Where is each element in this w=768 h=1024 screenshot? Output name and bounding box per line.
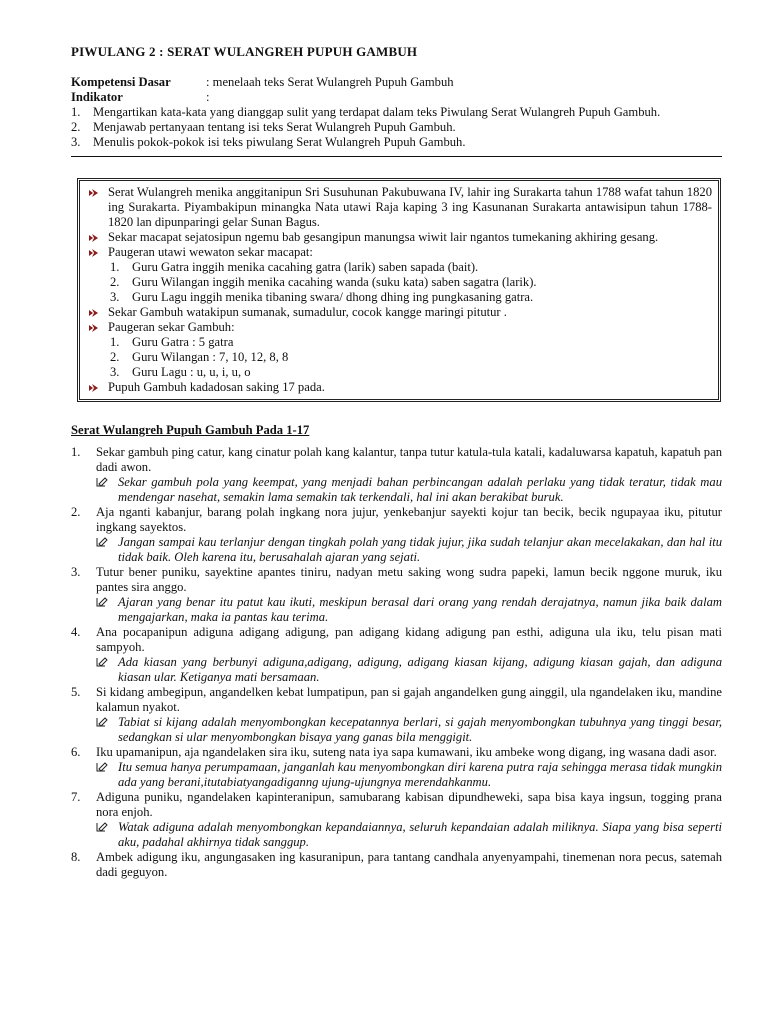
ornament-bullet-icon — [88, 380, 108, 395]
verse-translation — [96, 655, 722, 685]
indicator-item — [71, 105, 722, 120]
translation-text: Sekar gambuh pola yang keempat, yang menjadi bahan perbincangan adalah perlaku yang tidak teratur, tidak mau mendengar nasehat, semakin lama semakin tak terkendali, hal ini akan berakibat buruk. — [118, 475, 722, 504]
box-text: Paugeran sekar Gambuh: — [108, 320, 235, 334]
subitem-text: Guru Lagu : u, u, i, u, o — [132, 365, 251, 379]
verse-number: 7. — [71, 790, 81, 804]
verse-translation — [96, 595, 722, 625]
verse-number: 8. — [71, 850, 81, 864]
subitem-number: 2. — [110, 275, 120, 289]
box-subitem — [88, 350, 712, 365]
verse-text: Tutur bener puniku, sayektine apantes tiniru, nadyan metu saking wong sudra papeki, lamun becik nggone muruk, iku pantes sira anggo. — [96, 565, 722, 594]
box-subitem — [88, 335, 712, 350]
verse-text: Sekar gambuh ping catur, kang cinatur polah kang kalantur, tanpa tutur katula-tula katali, kadaluwarsa kapatuh, kapatuh pan dadi awon. — [96, 445, 722, 474]
indicator-number: 2. — [71, 120, 81, 134]
ornament-bullet-icon — [88, 230, 108, 245]
box-subitem — [88, 365, 712, 380]
summary-box — [77, 178, 721, 402]
box-subitem — [88, 290, 712, 305]
indicator-list — [71, 105, 722, 150]
verse-translation — [96, 820, 722, 850]
translation-text: Jangan sampai kau terlanjur dengan tingkah polah yang tidak jujur, jika sudah telanjur akan mecelakakan, dan hal itu tidak baik. Oleh karena itu, berusahalah ajaran yang sejati. — [118, 535, 722, 564]
pen-note-icon — [96, 475, 118, 505]
verse-item — [71, 505, 722, 565]
box-paragraph — [88, 380, 712, 395]
indicator-item — [71, 120, 722, 135]
kompetensi-row — [71, 75, 722, 90]
verse-text: Si kidang ambegipun, angandelken kebat lumpatipun, pan si gajah angandelken gung ainggil, ula ngandelaken iku, mandine kalamun nyakot. — [96, 685, 722, 714]
subitem-number: 1. — [110, 260, 120, 274]
box-paragraph — [88, 245, 712, 260]
pen-note-icon — [96, 760, 118, 790]
verse-number: 4. — [71, 625, 81, 639]
divider — [71, 156, 722, 157]
indikator-label: Indikator — [71, 90, 123, 104]
page-title: PIWULANG 2 : SERAT WULANGREH PUPUH GAMBUH — [71, 44, 418, 59]
verse-text: Ambek adigung iku, angungasaken ing kasuranipun, para tantang candhala anyenyampahi, tinemenan nora pecus, satemah dadi geguyon. — [96, 850, 722, 879]
subitem-text: Guru Gatra inggih menika cacahing gatra (larik) saben sapada (bait). — [132, 260, 479, 274]
translation-text: Ada kiasan yang berbunyi adiguna,adigang, adigung, adigang kiasan kijang, adigung kiasan gajah, dan adiguna kiasan ular. Ketiganya mati bersamaan. — [118, 655, 722, 684]
verse-number: 3. — [71, 565, 81, 579]
verse-translation — [96, 715, 722, 745]
translation-text: Tabiat si kijang adalah menyombongkan kecepatannya berlari, si gajah menyombongkan tubuhnya yang tinggi besar, sedangkan si ular menyombongkan bisaya yang ganas bila menggigit. — [118, 715, 722, 744]
pen-note-icon — [96, 595, 118, 625]
box-text: Pupuh Gambuh kadadosan saking 17 pada. — [108, 380, 325, 394]
indikator-row — [71, 90, 722, 105]
kompetensi-value: : menelaah teks Serat Wulangreh Pupuh Gambuh — [206, 75, 454, 89]
box-paragraph — [88, 305, 712, 320]
verse-body — [96, 445, 722, 505]
box-subitem — [88, 275, 712, 290]
verse-number: 6. — [71, 745, 81, 759]
pen-note-icon — [96, 820, 118, 850]
verse-body — [96, 565, 722, 625]
verse-body — [96, 790, 722, 850]
subitem-text: Guru Lagu inggih menika tibaning swara/ dhong dhing ing pungkasaning gatra. — [132, 290, 534, 304]
verse-translation — [96, 760, 722, 790]
pen-note-icon — [96, 655, 118, 685]
verse-list — [71, 445, 722, 880]
box-paragraph — [88, 185, 712, 230]
verse-text: Aja nganti kabanjur, barang polah ingkang nora jujur, yenkebanjur sayekti kojur tan becik, becik ngupayaa iku, pitutur ingkang sayektos. — [96, 505, 722, 534]
verse-body — [96, 685, 722, 745]
ornament-bullet-icon — [88, 305, 108, 320]
kompetensi-label: Kompetensi Dasar — [71, 75, 171, 89]
verse-body — [96, 505, 722, 565]
box-subitem — [88, 260, 712, 275]
verse-text: Iku upamanipun, aja ngandelaken sira iku, suteng nata iya sapa kumawani, iku ambeke wong digang, ing wasana dadi asor. — [96, 745, 717, 759]
subitem-text: Guru Wilangan inggih menika cacahing wanda (suku kata) saben sagatra (larik). — [132, 275, 537, 289]
verse-text: Ana pocapanipun adiguna adigang adigung, pan adigang kidang adigung pan esthi, adiguna ula iku, telu pisan mati sampyoh. — [96, 625, 722, 654]
box-text: Sekar Gambuh watakipun sumanak, sumadulur, cocok kangge maringi pitutur . — [108, 305, 507, 319]
box-text: Sekar macapat sejatosipun ngemu bab gesangipun manungsa wiwit lair ngantos tumekaning akhiring gesang. — [108, 230, 659, 244]
ornament-bullet-icon — [88, 185, 108, 230]
subitem-number: 3. — [110, 290, 120, 304]
subitem-text: Guru Gatra : 5 gatra — [132, 335, 234, 349]
indicator-text: Menulis pokok-pokok isi teks piwulang Serat Wulangreh Pupuh Gambuh. — [93, 135, 466, 149]
indicator-text: Mengartikan kata-kata yang dianggap sulit yang terdapat dalam teks Piwulang Serat Wulangreh Pupuh Gambuh. — [93, 105, 661, 119]
verse-translation — [96, 535, 722, 565]
verse-body — [96, 745, 722, 790]
translation-text: Ajaran yang benar itu patut kau ikuti, meskipun berasal dari orang yang rendah derajatnya, namun jika baik dalam mengajarkan, maka ia pantas kau terima. — [118, 595, 722, 624]
indicator-number: 3. — [71, 135, 81, 149]
pen-note-icon — [96, 535, 118, 565]
verse-item — [71, 745, 722, 790]
verse-item — [71, 565, 722, 625]
indicator-text: Menjawab pertanyaan tentang isi teks Serat Wulangreh Pupuh Gambuh. — [93, 120, 456, 134]
verse-item — [71, 625, 722, 685]
subitem-text: Guru Wilangan : 7, 10, 12, 8, 8 — [132, 350, 289, 364]
pen-note-icon — [96, 715, 118, 745]
verse-number: 2. — [71, 505, 81, 519]
verse-number: 5. — [71, 685, 81, 699]
box-text: Serat Wulangreh menika anggitanipun Sri Susuhunan Pakubuwana IV, lahir ing Surakarta tahun 1788 wafat tahun 1820 ing Surakarta. Piyambakipun minangka Nata utawi Raja kaping 3 ing Kasunanan Surakarta antawisipun tahun 1788-1820 lan dipunparingi gelar Sunan Bagus. — [108, 185, 712, 229]
section-title: Serat Wulangreh Pupuh Gambuh Pada 1-17 — [71, 423, 310, 437]
box-text: Paugeran utawi wewaton sekar macapat: — [108, 245, 313, 259]
indikator-value: : — [206, 90, 210, 104]
verse-text: Adiguna puniku, ngandelaken kapinteranipun, samubarang kabisan dipundheweki, sapa bisa kaya ingsun, togging prana nora enjoh. — [96, 790, 722, 819]
subitem-number: 2. — [110, 350, 120, 364]
box-paragraph — [88, 320, 712, 335]
verse-number: 1. — [71, 445, 81, 459]
verse-item — [71, 850, 722, 880]
box-paragraph — [88, 230, 712, 245]
translation-text: Itu semua hanya perumpamaan, janganlah kau menyombongkan diri karena putra raja sehingga merasa tidak mungkin ada yang berani,itutabiatyangadiganng ujung-ujungnya merendahkanmu. — [118, 760, 722, 789]
subitem-number: 1. — [110, 335, 120, 349]
verse-translation — [96, 475, 722, 505]
verse-item — [71, 685, 722, 745]
indicator-item — [71, 135, 722, 150]
subitem-number: 3. — [110, 365, 120, 379]
verse-item — [71, 790, 722, 850]
verse-body — [96, 625, 722, 685]
translation-text: Watak adiguna adalah menyombongkan kepandaiannya, seluruh kepandaian adalah miliknya. Siapa yang bisa seperti aku, padahal akhirnya tidak sanggup. — [118, 820, 722, 849]
ornament-bullet-icon — [88, 320, 108, 335]
ornament-bullet-icon — [88, 245, 108, 260]
indicator-number: 1. — [71, 105, 81, 119]
verse-body — [96, 850, 722, 880]
verse-item — [71, 445, 722, 505]
